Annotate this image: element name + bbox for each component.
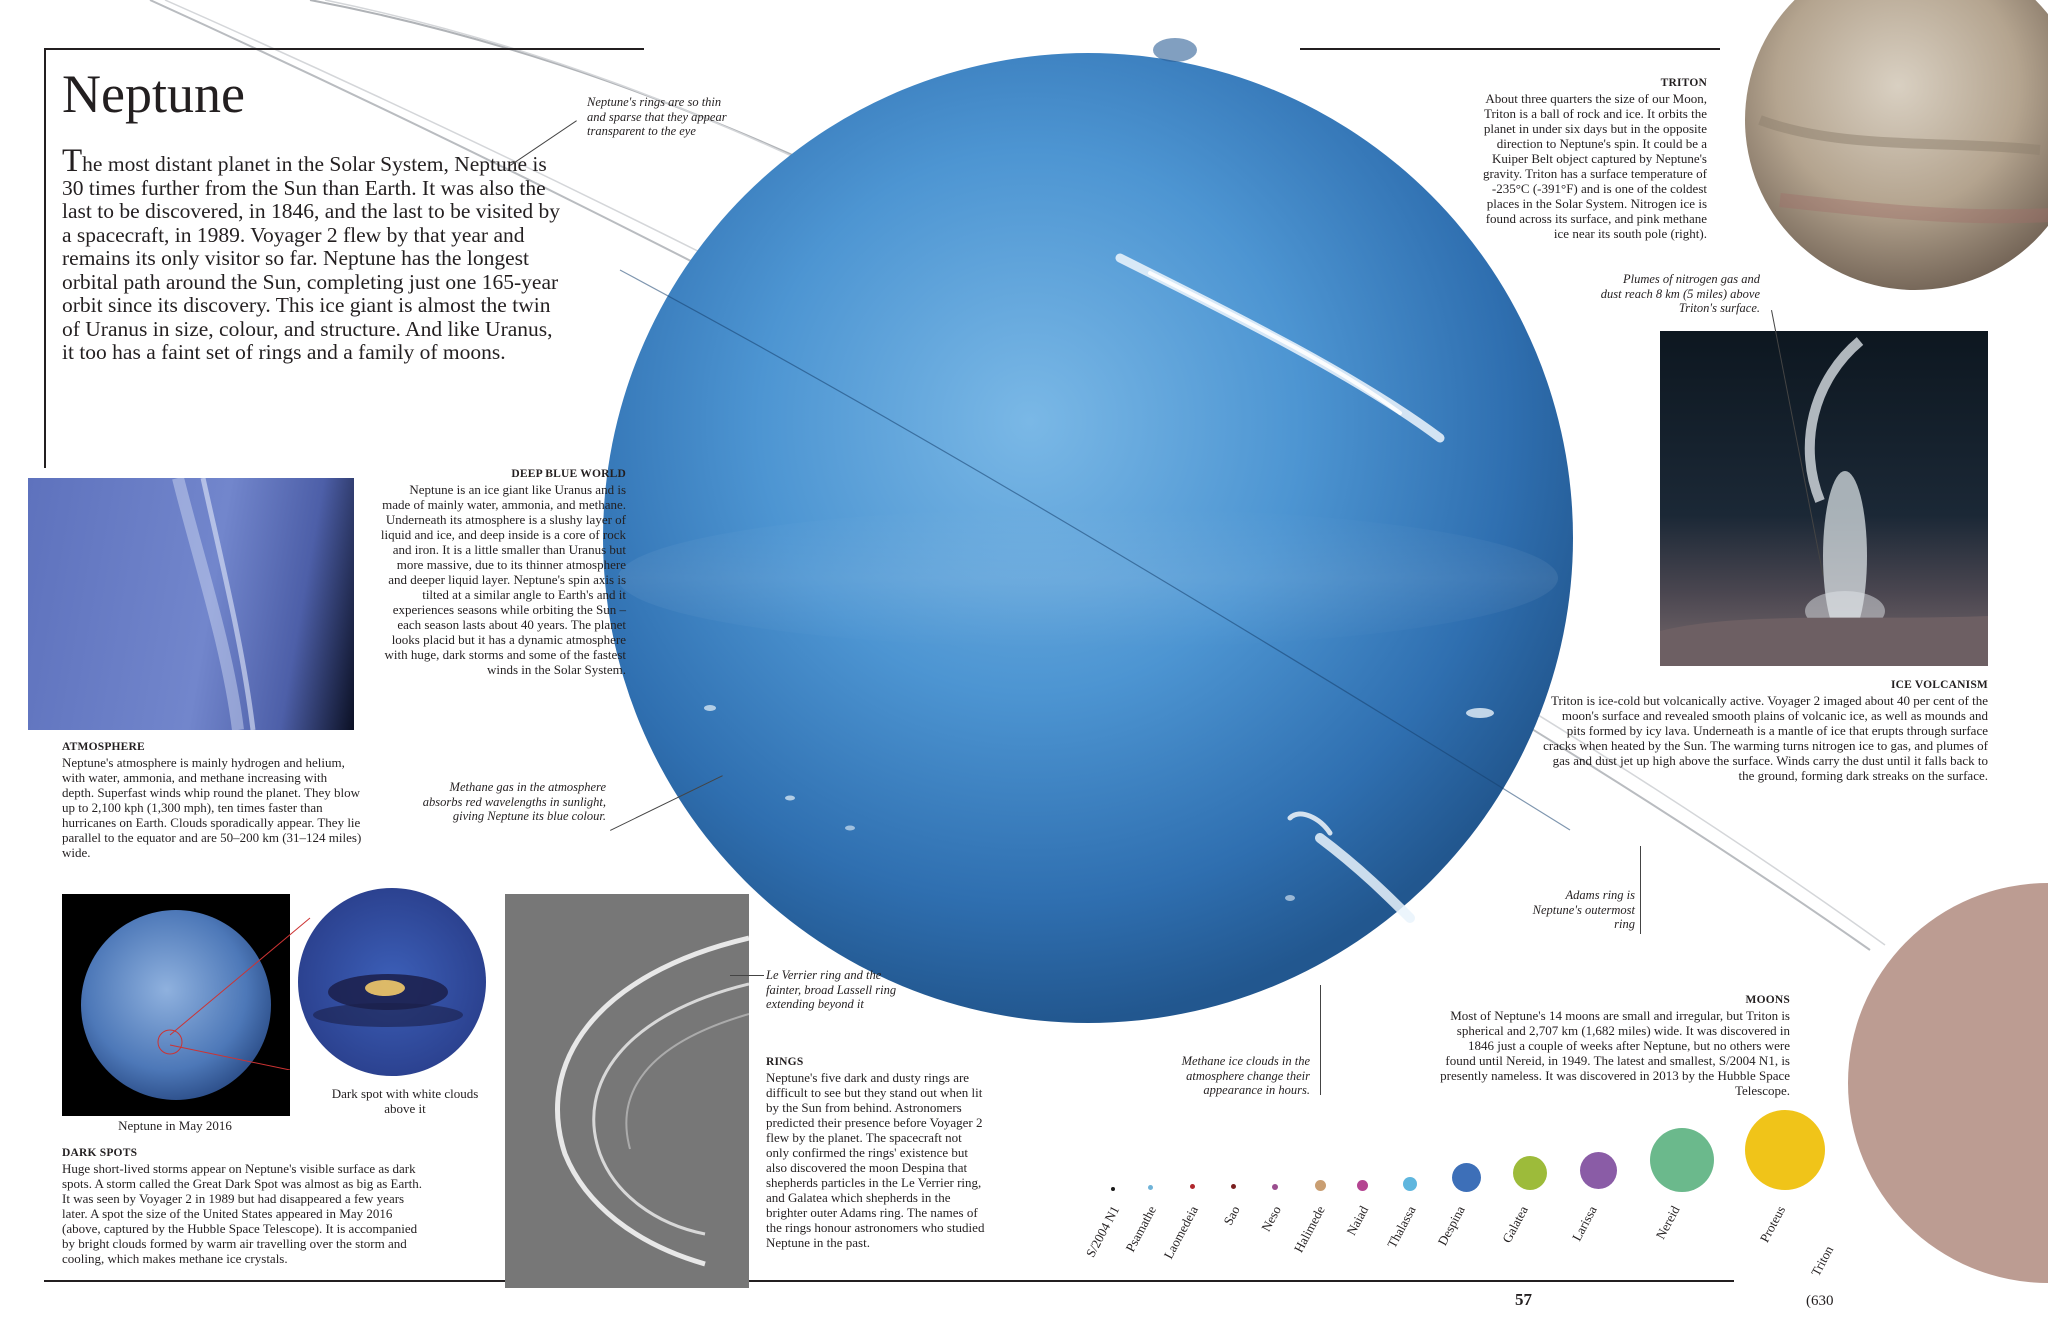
moon-dot-psamathe <box>1148 1185 1153 1190</box>
moon-label: Triton <box>1807 1243 1837 1279</box>
caption-dark-spot-zoom: Dark spot with white clouds above it <box>331 1086 479 1116</box>
moon-label: Galatea <box>1499 1203 1532 1246</box>
moon-label: S/2004 N1 <box>1082 1203 1123 1260</box>
section-rings <box>766 1055 986 1250</box>
section-dark-spots <box>62 1146 432 1266</box>
moon-dot-neso <box>1272 1184 1278 1190</box>
page-number: 57 <box>1515 1290 1532 1309</box>
caption-methane-clouds: Methane ice clouds in the atmosphere change their appearance in hours. <box>1181 1054 1310 1097</box>
section-triton <box>1475 76 1707 241</box>
moon-label: Proteus <box>1756 1203 1789 1245</box>
ice-volcanism-text: Triton is ice-cold but volcanically active. Voyager 2 imaged about 40 per cent of the moon's surface and revealed smooth plains of volcanic ice, as well as mounds and pits formed by icy lava. Underneath is a mantle of ice that erupts through surface cracks when heated by the Sun. The warming turns nitrogen ice to gas, and plumes of gas and dust jet up high above the surface. Winds carry the dust until it falls back to the ground, forming dark streaks on the surface. <box>1543 693 1988 783</box>
atmosphere-text: Neptune's atmosphere is mainly hydrogen and helium, with water, ammonia, and methane increasing with depth. Superfast winds whip round the planet. They blow up to 2,100 kph (1,300 mph), ten times faster than hurricanes on Earth. Clouds sporadically appear. They lie parallel to the equator and are 50–200 km (31–124 miles) wide. <box>62 755 362 860</box>
zoom-connector-lines <box>150 910 330 1070</box>
moon-label: Larissa <box>1569 1203 1601 1244</box>
caption-le-verrier: Le Verrier ring and the fainter, broad Lassell ring extending beyond it <box>766 968 897 1011</box>
deep-blue-text: Neptune is an ice giant like Uranus and is made of mainly water, ammonia, and methane. Underneath its atmosphere is a slushy layer of liquid and ice, and deep inside is a core of rock and iron. It is a little smaller than Uranus but more massive, due to its thinner atmosphere and deeper liquid layer. Neptune's spin axis is tilted at a similar angle to Earth's and it experiences seasons while orbiting the Sun – each season lasts about 40 years. The planet looks placid but it has a dynamic atmosphere with huge, dark storms and some of the fastest winds in the Solar System. <box>380 482 626 677</box>
moon-label: Nereid <box>1652 1203 1683 1242</box>
moon-dot-naiad <box>1357 1180 1368 1191</box>
moon-dot-larissa <box>1580 1152 1617 1189</box>
leader-line <box>730 975 764 976</box>
moons-text: Most of Neptune's 14 moons are small and irregular, but Triton is spherical and 2,707 km (1,682 miles) wide. It was discovered in 1846 just a couple of weeks after Neptune, but no others were found until Nereid, in 1949. The latest and smallest, S/2004 N1, is presently nameless. It was discovered in 2013 by the Hubble Space Telescope. <box>1440 1008 1790 1098</box>
moon-label: Neso <box>1258 1203 1285 1234</box>
footer-code: (630 <box>1806 1293 1834 1309</box>
caption-adams-ring: Adams ring is Neptune's outermost ring <box>1532 888 1635 931</box>
section-atmosphere <box>62 740 362 860</box>
intro-body: he most distant planet in the Solar System, Neptune is 30 times further from the Sun than Earth. It was also the last to be discovered, in 1846, and the last to be visited by a spacecraft, in 1989. Voyager 2 flew by that year and remains its only visitor so far. Neptune has the longest orbital path around the Sun, completing just one 165-year orbit since its discovery. This ice giant is almost the twin of Uranus in size, colour, and structure. And like Uranus, it too has a faint set of rings and a family of moons. <box>62 152 560 364</box>
caption-methane-gas: Methane gas in the atmosphere absorbs red wavelengths in sunlight, giving Neptune its blue colour. <box>422 780 606 823</box>
ice-volcano-image <box>1660 331 1988 666</box>
rings-text: Neptune's five dark and dusty rings are difficult to see but they stand out when lit by the Sun from behind. Astronomers predicted their presence before Voyager 2 flew by the planet. The spacecraft not only confirmed the rings' existence but also discovered the moon Despina that shepherds particles in the Le Verrier ring, and Galatea which shepherds in the brighter outer Adams ring. The names of the rings honour astronomers who studied Neptune in the past. <box>766 1070 985 1250</box>
section-ice-volcanism <box>1540 678 1988 783</box>
section-deep-blue <box>380 467 626 677</box>
ice-volcanism-heading: ICE VOLCANISM <box>1890 679 1988 691</box>
moon-label: Laomedeia <box>1160 1203 1202 1262</box>
triton-heading: TRITON <box>1660 77 1707 89</box>
moon-dot-laomedeia <box>1190 1184 1195 1189</box>
atmosphere-image <box>28 478 354 730</box>
deep-blue-heading: DEEP BLUE WORLD <box>511 468 626 480</box>
drop-cap: T <box>62 143 83 179</box>
rings-heading: RINGS <box>766 1056 804 1068</box>
moon-dot-galatea <box>1513 1156 1547 1190</box>
moon-dot-nereid <box>1650 1128 1714 1192</box>
rings-image <box>505 894 749 1288</box>
dark-spots-heading: DARK SPOTS <box>62 1147 138 1159</box>
moon-label: Psamathe <box>1122 1203 1160 1255</box>
moon-label: Naiad <box>1343 1203 1372 1238</box>
triton-surface-image <box>1720 0 2048 290</box>
section-moons <box>1440 993 1790 1098</box>
leader-line <box>1640 846 1641 934</box>
moon-dot-proteus <box>1745 1110 1825 1190</box>
triton-size-disc <box>1807 840 2048 1327</box>
caption-rings-transparent: Neptune's rings are so thin and sparse that they appear transparent to the eye <box>587 95 727 138</box>
caption-plumes: Plumes of nitrogen gas and dust reach 8 km (5 miles) above Triton's surface. <box>1600 272 1760 315</box>
triton-text: About three quarters the size of our Moon, Triton is a ball of rock and ice. It orbits the planet in under six days but in the opposite direction to Neptune's spin. It could be a Kuiper Belt object captured by Neptune's gravity. Triton has a surface temperature of -235°C (-391°F) and is one of the coldest places in the Solar System. Nitrogen ice is found across its surface, and pink methane ice near its south pole (right). <box>1482 91 1707 241</box>
moon-dot-halimede <box>1315 1180 1326 1191</box>
moon-dot-sao <box>1231 1184 1236 1189</box>
moon-label: Thalassa <box>1383 1203 1419 1251</box>
moon-label: Despina <box>1434 1203 1469 1248</box>
leader-line <box>1320 985 1321 1095</box>
moons-heading: MOONS <box>1745 994 1790 1006</box>
moon-label: Sao <box>1219 1203 1243 1228</box>
dark-spots-text: Huge short-lived storms appear on Neptune's visible surface as dark spots. A storm called the Great Dark Spot was almost as big as Earth. It was seen by Voyager 2 in 1989 but had disappeared a few years later. A spot the size of the United States appeared in May 2016 (above, captured by the Hubble Space Telescope). It is accompanied by bright clouds formed by warm air travelling over the storm and cooling, which makes methane ice crystals. <box>62 1161 422 1266</box>
atmosphere-heading: ATMOSPHERE <box>62 741 145 753</box>
page-title: Neptune <box>62 64 245 124</box>
moon-label: Halimede <box>1291 1203 1329 1255</box>
moon-dot-s2004n1 <box>1111 1187 1115 1191</box>
moon-dot-thalassa <box>1403 1177 1417 1191</box>
moon-dot-despina <box>1452 1163 1481 1192</box>
caption-neptune-2016: Neptune in May 2016 <box>118 1118 232 1133</box>
